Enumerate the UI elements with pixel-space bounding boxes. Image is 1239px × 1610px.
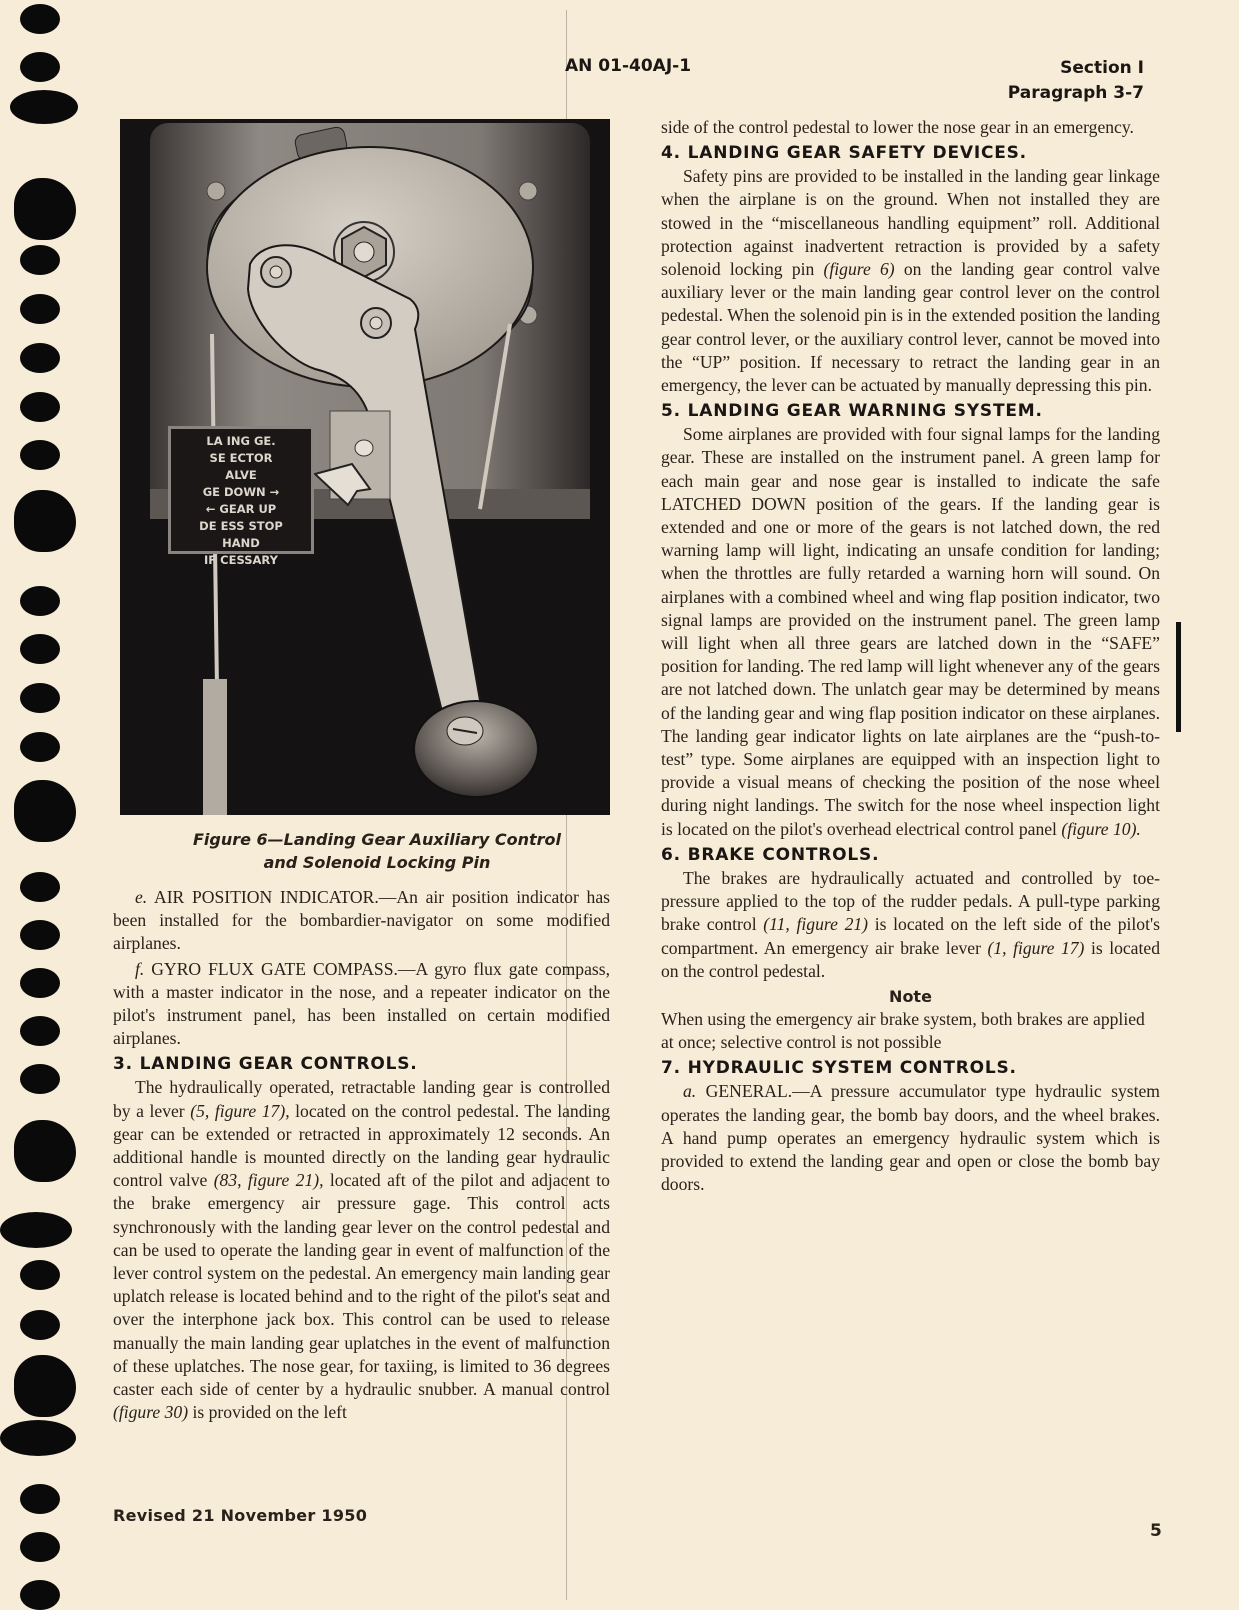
placard-line: IF CESSARY [204,553,278,567]
figure-reference: (1, figure 17) [987,937,1085,958]
figure-reference: (figure 6) [823,259,895,280]
figure-caption [112,828,642,874]
figure-reference: (83, figure 21), [213,1170,324,1191]
item-title: GYRO FLUX GATE COMPASS. [151,958,398,979]
figure-6-photo [120,119,610,815]
section-4-heading: 4. LANDING GEAR SAFETY DEVICES. [661,143,1027,164]
binding-hole [20,343,60,373]
placard-line: SE ECTOR [209,451,273,465]
binding-hole [20,1484,60,1514]
binding-hole [20,683,60,713]
binding-hole [20,732,60,762]
section-6-body [661,867,1160,983]
binding-hole [14,1120,76,1182]
figure-reference: (figure 30) [113,1402,189,1423]
section-reference [1008,56,1144,106]
section-7-heading: 7. HYDRAULIC SYSTEM CONTROLS. [661,1058,1017,1079]
placard-line: ALVE [225,468,257,482]
note-title: Note [889,986,932,1006]
figure-reference: (11, figure 21) [763,914,869,935]
binding-hole [20,1580,60,1610]
paragraph-e [113,886,610,956]
item-label: f. [135,958,145,979]
binding-hole [14,1355,76,1417]
binding-hole [14,490,76,552]
binding-hole [20,634,60,664]
placard-line: GE DOWN → [202,485,280,499]
section-3-body [113,1076,610,1424]
binding-hole [14,178,76,240]
caption-line: and Solenoid Locking Pin [263,853,491,872]
placard-line: ← GEAR UP [205,502,277,516]
binding-hole [20,1532,60,1562]
binding-hole [20,1064,60,1094]
item-title: GENERAL. [705,1081,793,1102]
binding-hole [20,440,60,470]
section-6-heading: 6. BRAKE CONTROLS. [661,844,880,865]
binding-hole [20,52,60,82]
section-label: Section I [1060,58,1144,78]
text-run: is located on the left side of the pilot's compartment. An emergency air brake lever [661,914,1161,958]
section-4-body [661,165,1160,397]
placard-line: HAND [222,536,260,550]
text-run: is provided on the left [188,1402,347,1423]
document-number: AN 01-40AJ-1 [565,56,692,76]
right-column [661,116,1160,1196]
paragraph-label: Paragraph 3-7 [1007,83,1144,103]
caption-line: Figure 6—Landing Gear Auxiliary Control [192,830,562,849]
continued-paragraph: side of the control pedestal to lower the nose gear in an emergency. [661,117,1134,137]
paragraph-f [113,958,610,1051]
binding-hole [0,1212,72,1248]
selector-valve-placard [168,426,314,567]
item-text: —An air position indicator has been installed for the bombardier-navigator on some modified airplanes. [113,887,611,954]
figure-reference: (5, figure 17), [190,1100,290,1121]
text-run: The hydraulically operated, retractable landing gear is controlled by a lever [113,1077,610,1121]
binding-hole [20,586,60,616]
revision-date: Revised 21 November 1950 [113,1506,368,1525]
text-run: Safety pins are provided to be installed in the landing gear linkage when the airplane is on the ground. When not installed they are stowed in the “miscellaneous handling equipment” roll. Additional protection against inadvertent retraction is provided by a safety solenoid locking pin [661,166,1160,280]
binding-hole [20,872,60,902]
text-run: The brakes are hydraulically actuated and controlled by toe-pressure applied to the top of the rudder pedals. A pull-type parking brake control [661,867,1160,935]
text-run: located on the control pedestal. The landing gear can be extended or retracted in approximately 12 seconds. An additional handle is mounted directly on the landing gear hydraulic control valve [113,1100,610,1191]
text-run: located aft of the pilot and adjacent to the brake emergency air pressure gage. This control acts synchronously with the landing gear lever on the control pedestal and can be used to operate the landing gear in event of malfunction of the lever control system on the pedestal. An emergency main landing gear uplatch release is located behind and to the right of the pilot's seat and over the interphone jack box. This control can be used to release manually the main landing gear uplatches in the event of malfunction of these uplatches. The nose gear, for taxiing, is limited to 36 degrees caster each side of center by a hydraulic snubber. A manual control [113,1170,610,1400]
item-text: —A gyro flux gate compass, with a master indicator in the nose, and a repeater indicator on the pilot's instrument panel, has been installed on certain modified airplanes. [113,958,610,1049]
binding-hole [20,392,60,422]
binding-hole [20,968,60,998]
placard-line: LA ING GE. [206,434,276,448]
revision-change-bar [1176,622,1181,732]
section-3-heading: 3. LANDING GEAR CONTROLS. [113,1054,418,1075]
binding-hole [20,245,60,275]
binding-hole [0,1420,76,1456]
left-column [113,886,610,1424]
binding-hole [20,1310,60,1340]
text-run: is located on the control pedestal. [661,937,1160,981]
binding-hole [10,90,78,124]
binding-hole [20,4,60,34]
section-7a-body [661,1080,1160,1196]
item-text: —A pressure accumulator type hydraulic system operates the landing gear, the bomb bay doors, and the wheel brakes. A hand pump operates an emergency hydraulic system which is provided to extend the landing gear and open or close the bomb bay doors. [661,1081,1160,1195]
binding-hole [20,1260,60,1290]
binding-hole [20,294,60,324]
page-number: 5 [1150,1521,1162,1541]
figure-reference: (figure 10). [1061,818,1141,839]
item-title: AIR POSITION INDICATOR. [153,887,379,907]
item-label: e. [135,887,148,907]
note-body: When using the emergency air brake system, both brakes are applied at once; selective control is not possible [661,1008,1145,1053]
placard-line: DE ESS STOP [199,519,283,533]
section-5-body [661,423,1160,841]
text-run: on the landing gear control valve auxiliary lever or the main landing gear control lever on the control pedestal. When the solenoid pin is in the extended position the landing gear control lever, or the auxiliary control lever, cannot be moved into the “UP” position. If necessary to retract the landing gear in an emergency, the lever can be actuated by manually depressing this pin. [661,259,1160,396]
binding-hole [20,1016,60,1046]
item-label: a. [683,1081,697,1102]
binding-hole [14,780,76,842]
binding-hole [20,920,60,950]
text-run: Some airplanes are provided with four signal lamps for the landing gear. These are installed on the instrument panel. A green lamp for each main gear and nose gear is installed to indicate the safe LATCHED DOWN position of the gears. If the landing gear is extended and one or more of the gears is not latched down, the red warning lamp will light, indicating an unsafe condition for landing; when the throttles are fully retarded a warning horn will sound. On airplanes with a combined wheel and wing flap position indicator, two signal lamps are provided on the instrument panel. The green lamp will light when all three gears are latched down in the “SAFE” position for landing. The red lamp will light whenever any of the gears are not latched down. The unlatch gear may be determined by means of the landing gear and wing flap position indicator on these airplanes. The landing gear indicator lights on late airplanes are the “push-to-test” type. Some airplanes are equipped with an inspection light to provide a visual means of checking the position of the nose wheel during night landings. The switch for the nose wheel inspection light is located on the pilot's overhead electrical control panel [661,424,1160,839]
section-5-heading: 5. LANDING GEAR WARNING SYSTEM. [661,401,1043,422]
